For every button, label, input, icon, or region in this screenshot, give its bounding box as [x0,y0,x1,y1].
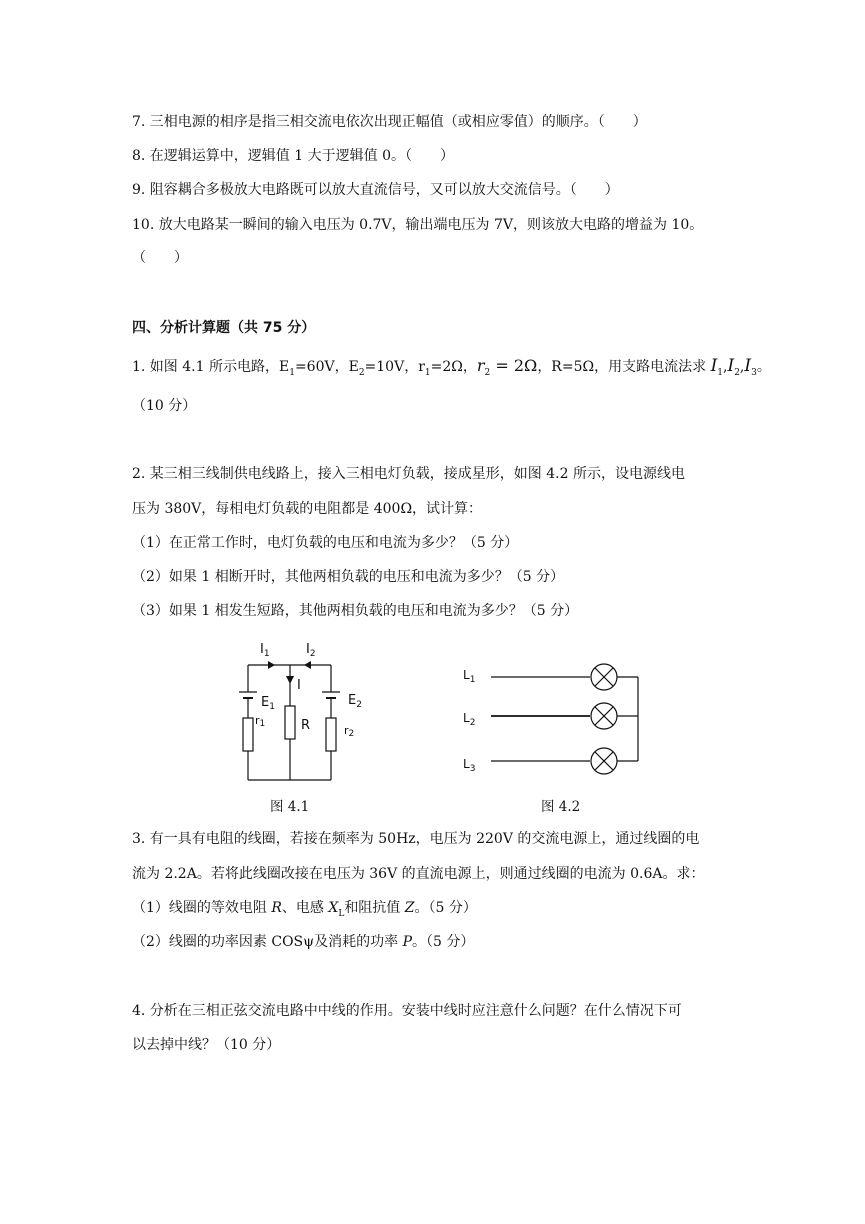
label-e1: $E_1$ [261,695,275,712]
question-3-sub2: （2）线圈的功率因素 COSψ及消耗的功率 P。（5 分） [132,934,475,950]
judge-item-8: 8. 在逻辑运算中，逻辑值 1 大于逻辑值 0。（ ） [132,148,454,164]
question-1: 1. 如图 4.1 所示电路，$E_1=60V$，$E_2=10V$，$r_1=2\Omega$，$r_2 = 2\Omega$，R=5Ω，用支路电流法求 $I_1,I_2,I_3$。 [132,356,771,378]
r-resistor [285,706,295,739]
r1-resistor [243,718,253,751]
label-r1: r1 [255,714,266,729]
question-3-line2: 流为 2.2A。若将此线圈改接在电压为 36V 的直流电源上，则通过线圈的电流为 0.6A。求： [132,866,705,882]
label-i: I [297,678,301,693]
i1-arrow-icon [268,661,275,669]
label-i1: $I_1$ [260,642,270,659]
question-2-line1: 2. 某三相三线制供电线路上，接入三相电灯负载，接成星形，如图 4.2 所示，设电源线电 [132,466,685,482]
judge-item-10-bracket: （ ） [132,250,188,266]
question-2-sub2: （2）如果 1 相断开时，其他两相负载的电压和电流为多少？（5 分） [132,569,565,585]
label-i2: $I_2$ [306,642,316,659]
i2-arrow-icon [304,661,311,669]
question-2-line2: 压为 380V，每相电灯负载的电阻都是 400Ω，试计算： [132,501,483,517]
question-3-line1: 3. 有一具有电阻的线圈，若接在频率为 50Hz，电压为 220V 的交流电源上，通过线圈的电 [132,831,700,847]
figure-4-1-circuit [230,632,380,787]
i-arrow-icon [286,676,294,684]
judge-item-10: 10. 放大电路某一瞬间的输入电压为 0.7V，输出端电压为 7V，则该放大电路的增益为 10。 [132,217,704,233]
label-l1: $L_1$ [463,668,476,685]
question-2-sub3: （3）如果 1 相发生短路，其他两相负载的电压和电流为多少？（5 分） [132,603,579,619]
judge-item-9: 9. 阻容耦合多极放大电路既可以放大直流信号，又可以放大交流信号。（ ） [132,182,619,198]
judge-item-7: 7. 三相电源的相序是指三相交流电依次出现正幅值（或相应零值）的顺序。（ ） [132,114,647,130]
question-4-line2: 以去掉中线？（10 分） [132,1037,281,1053]
question-3-sub1: （1）线圈的等效电阻 R、电感 $X_L$和阻抗值 Z。（5 分） [132,900,477,919]
figure-4-2-circuit [455,660,655,778]
label-e2: $E_2$ [348,693,362,710]
label-r: R [301,718,311,733]
question-2-sub1: （1）在正常工作时，电灯负载的电压和电流为多少？（5 分） [132,535,519,551]
figure-4-1-caption: 图 4.1 [270,799,310,815]
section-heading: 四、分析计算题（共 75 分） [132,320,316,336]
question-4-line1: 4. 分析在三相正弦交流电路中中线的作用。安装中线时应注意什么问题？在什么情况下可 [132,1003,682,1019]
question-1-score: （10 分） [132,398,197,414]
r2-resistor [326,718,336,751]
label-l2: $L_2$ [463,711,476,728]
figure-4-2-caption: 图 4.2 [541,799,581,815]
label-r2: r2 [344,724,355,739]
label-l3: $L_3$ [463,757,476,774]
